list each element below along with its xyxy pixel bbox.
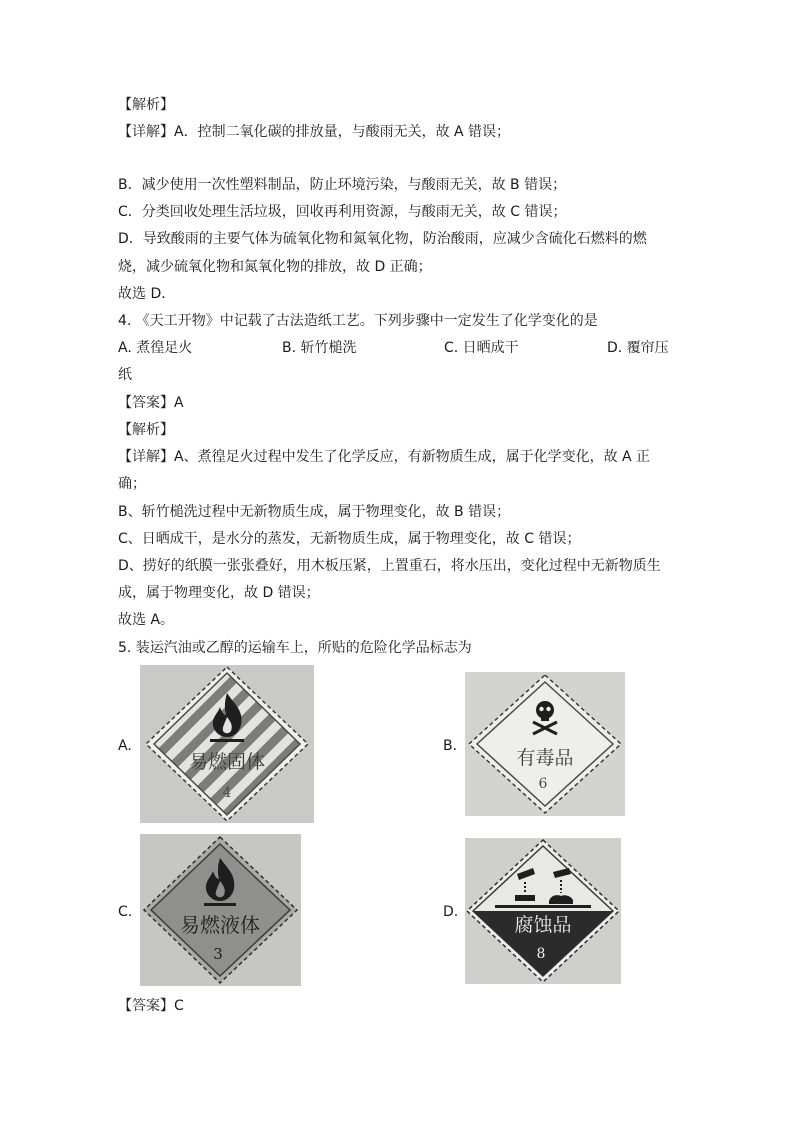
- toxic-sign: [465, 672, 625, 816]
- q4-detail-line-a1: [118, 448, 650, 466]
- q5-option-a-label: A.: [118, 738, 132, 754]
- q4-option-d: D. 覆帘压: [607, 340, 669, 356]
- flammable-solid-sign-image: [140, 665, 314, 823]
- sign-a-text: 易燃固体: [188, 751, 266, 773]
- q4-option-c: C. 日晒成干: [444, 340, 519, 356]
- q4-analysis-tag: 【解析】: [118, 422, 174, 438]
- sign-d-number: 8: [536, 946, 546, 962]
- q4-detail-c: C、日晒成干，是水分的蒸发，无新物质生成，属于物理变化，故 C 错误；: [118, 531, 581, 547]
- q3-detail-c: C．分类回收处理生活垃圾，回收再利用资源，与酸雨无关，故 C 错误；: [118, 204, 567, 220]
- q4-detail-a2: 确；: [118, 476, 146, 492]
- sign-b-text: 有毒品: [516, 747, 574, 769]
- q4-detail-tag: 【详解】: [118, 449, 174, 465]
- q4-option-a: A. 煮徨足火: [118, 340, 193, 356]
- q3-detail-tag: 【详解】: [118, 124, 174, 140]
- q4-choose: 故选 A。: [118, 612, 175, 628]
- q3-detail-a: A．控制二氧化碳的排放量，与酸雨无关，故 A 错误；: [174, 124, 511, 140]
- toxic-sign-image: [465, 672, 625, 816]
- flammable-liquid-sign: [140, 834, 301, 986]
- q4-answer-line: [118, 394, 184, 412]
- q4-detail-a1: A、煮徨足火过程中发生了化学反应，有新物质生成，属于化学变化，故 A 正: [174, 449, 651, 465]
- sign-c-text: 易燃液体: [180, 913, 260, 937]
- flammable-liquid-sign-image: [140, 834, 301, 986]
- q5-answer-tag: 【答案】: [118, 998, 174, 1014]
- corrosive-sign-image: [465, 838, 621, 984]
- sign-b-number: 6: [538, 776, 548, 792]
- corrosive-sign: [465, 838, 621, 984]
- q5-option-b-label: B.: [443, 738, 458, 754]
- sign-a-number: 4: [222, 785, 232, 801]
- q4-detail-d-line1: D、捞好的纸膜一张张叠好，用木板压紧，上置重石，将水压出，变化过程中无新物质生: [118, 558, 661, 574]
- q4-stem: 4. 《天工开物》中记载了古法造纸工艺。下列步骤中一定发生了化学变化的是: [118, 313, 598, 329]
- q3-detail-b: B．减少使用一次性塑料制品，防止环境污染，与酸雨无关，故 B 错误；: [118, 177, 567, 193]
- q3-choose: 故选 D．: [118, 286, 176, 302]
- q5-answer-line: [118, 997, 184, 1015]
- q4-option-b: B. 斩竹槌洗: [282, 340, 357, 356]
- q3-detail-line-a: [118, 123, 510, 141]
- q5-option-d-label: D.: [443, 904, 459, 920]
- q3-detail-d-line2: 烧，减少硫氧化物和氮氧化物的排放，故 D 正确；: [118, 259, 432, 275]
- q4-detail-d-line2: 成，属于物理变化，故 D 错误；: [118, 585, 320, 601]
- q4-option-d-wrap: 纸: [118, 367, 132, 383]
- q3-detail-d-line1: D．导致酸雨的主要气体为硫氧化物和氮氧化物，防治酸雨，应减少含硫化石燃料的燃: [118, 231, 647, 247]
- q4-answer-tag: 【答案】: [118, 395, 174, 411]
- flammable-solid-sign: [140, 665, 314, 823]
- q5-stem: 5. 装运汽油或乙醇的运输车上，所贴的危险化学品标志为: [118, 640, 472, 656]
- sign-c-number: 3: [213, 945, 223, 963]
- q5-answer: C: [174, 998, 184, 1014]
- q5-option-c-label: C.: [118, 904, 133, 920]
- q3-analysis-tag: 【解析】: [118, 97, 174, 113]
- sign-d-text: 腐蚀品: [514, 914, 572, 936]
- q4-answer: A: [174, 395, 184, 411]
- q4-detail-b: B、斩竹槌洗过程中无新物质生成，属于物理变化，故 B 错误；: [118, 504, 511, 520]
